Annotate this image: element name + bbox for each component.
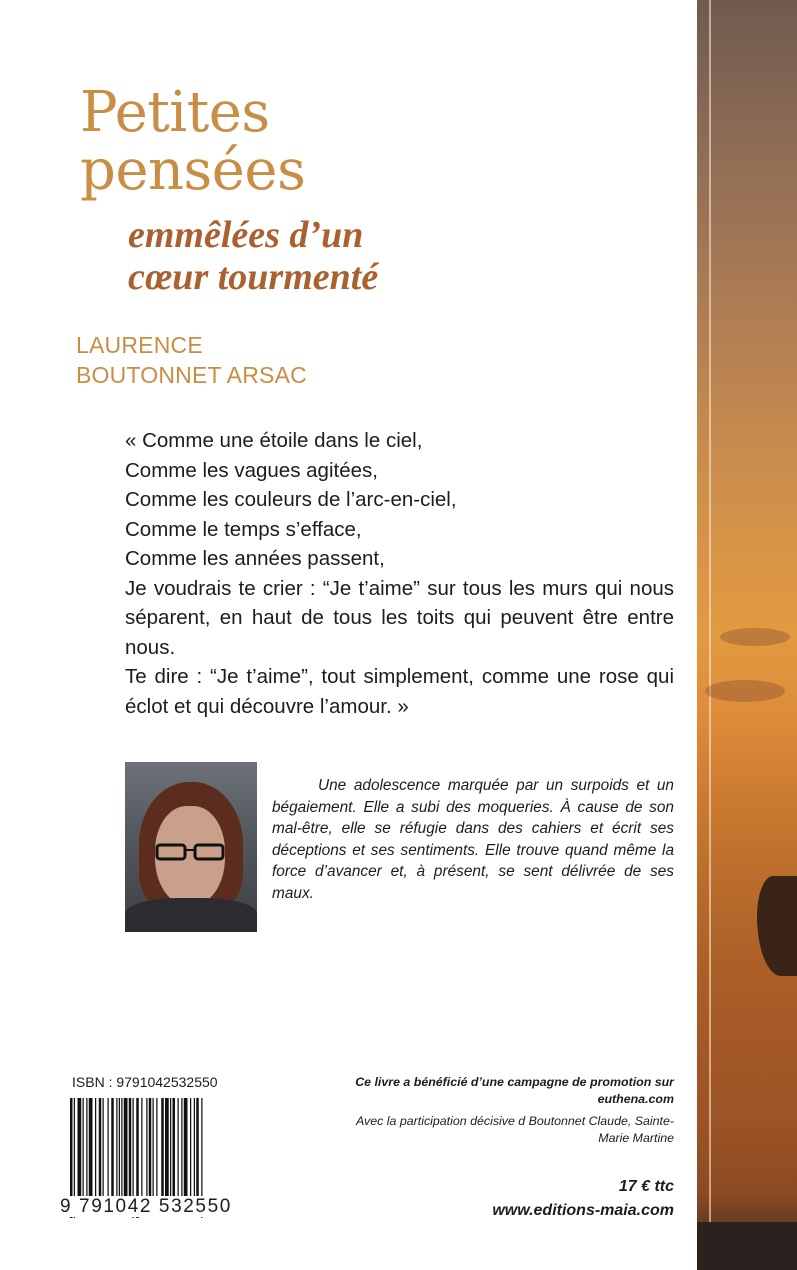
- isbn-label: ISBN : 9791042532550: [72, 1074, 218, 1090]
- barcode-bar: [116, 1098, 117, 1202]
- title-line: pensées: [80, 138, 306, 203]
- barcode-bar: [190, 1098, 191, 1202]
- spine-divider-line: [709, 0, 711, 1270]
- barcode-bar: [103, 1098, 104, 1202]
- quote-line: « Comme une étoile dans le ciel,: [125, 429, 423, 452]
- barcode-digits: [60, 1196, 232, 1218]
- book-subtitle: [128, 214, 378, 298]
- barcode-bar: [196, 1098, 199, 1202]
- barcode-bar: [149, 1098, 152, 1202]
- quote-paragraph: Je voudrais te crier : “Je t’aime” sur tous les murs qui nous séparent, en haut de tous les toits qui peuvent être entre nous.: [125, 576, 674, 659]
- barcode-bar: [156, 1098, 157, 1202]
- barcode-bar: [95, 1098, 96, 1202]
- book-price: 17 € ttc: [618, 1178, 674, 1195]
- barcode-bar: [170, 1098, 171, 1202]
- book-title: [80, 80, 306, 203]
- barcode-bar: [108, 1098, 109, 1202]
- barcode-bar: [161, 1098, 164, 1202]
- barcode-bar: [178, 1098, 179, 1202]
- quote-line: Comme les années passent,: [125, 547, 385, 570]
- barcode-bar: [129, 1098, 132, 1202]
- barcode-bar: [111, 1098, 114, 1202]
- barcode-bar: [141, 1098, 142, 1202]
- barcode-bar: [89, 1098, 93, 1202]
- quote-line: Comme le temps s’efface,: [125, 517, 362, 541]
- author-bio: Une adolescence marquée par un surpoids et un bégaiement. Elle a subi des moqueries. À cause de son mal-être, elle se réfugie dans des cahiers et écrit ses déceptions et ses sentiments. Elle trouve quand même la force d’avancer et, à présent, se sent délivrée de ses maux.: [272, 777, 674, 902]
- author-line: LAURENCE: [76, 332, 203, 358]
- subtitle-line: emmêlées d’un: [128, 214, 364, 256]
- quote-paragraph: Te dire : “Je t’aime”, tout simplement, comme une rose qui éclot et qui découvre l’amour. »: [125, 665, 674, 718]
- author-photo: [125, 762, 257, 932]
- barcode-bar: [83, 1098, 84, 1202]
- barcode-bar: [153, 1098, 154, 1202]
- barcode-digits-text: 9 791042 532550: [60, 1196, 232, 1217]
- barcode-bar: [86, 1098, 87, 1202]
- barcode-bar: [121, 1098, 122, 1202]
- author-line: BOUTONNET ARSAC: [76, 362, 307, 388]
- author-name: [76, 330, 307, 390]
- publisher-website: www.editions-maia.com: [492, 1202, 674, 1219]
- barcode-bar: [119, 1098, 120, 1202]
- back-cover-quote: [125, 426, 674, 721]
- glasses-shape: [155, 842, 227, 862]
- spine-cloud: [705, 680, 785, 702]
- participation-note: Avec la participation décisive d Boutonnet Claude, Sainte-Marie Martine: [356, 1114, 674, 1145]
- barcode-bar: [181, 1098, 182, 1202]
- barcode-bar: [146, 1098, 147, 1202]
- barcode-bar: [165, 1098, 169, 1202]
- quote-line: Comme les couleurs de l’arc-en-ciel,: [125, 488, 457, 511]
- barcode-bar: [78, 1098, 82, 1202]
- barcode-bar: [184, 1098, 188, 1202]
- quote-line: Comme les vagues agitées,: [125, 458, 378, 482]
- barcode-bar: [173, 1098, 176, 1202]
- spine-bottom-shadow: [697, 1222, 797, 1270]
- barcode-bar: [99, 1098, 102, 1202]
- promotion-note: Ce livre a bénéficié d’une campagne de promotion sur euthena.com: [355, 1075, 674, 1106]
- spine-cloud: [720, 628, 790, 646]
- subtitle-line: cœur tourmenté: [128, 256, 379, 298]
- credits-block: [344, 1074, 674, 1146]
- barcode-bar: [194, 1098, 195, 1202]
- barcode-bar: [124, 1098, 128, 1202]
- title-line: Petites: [80, 80, 270, 145]
